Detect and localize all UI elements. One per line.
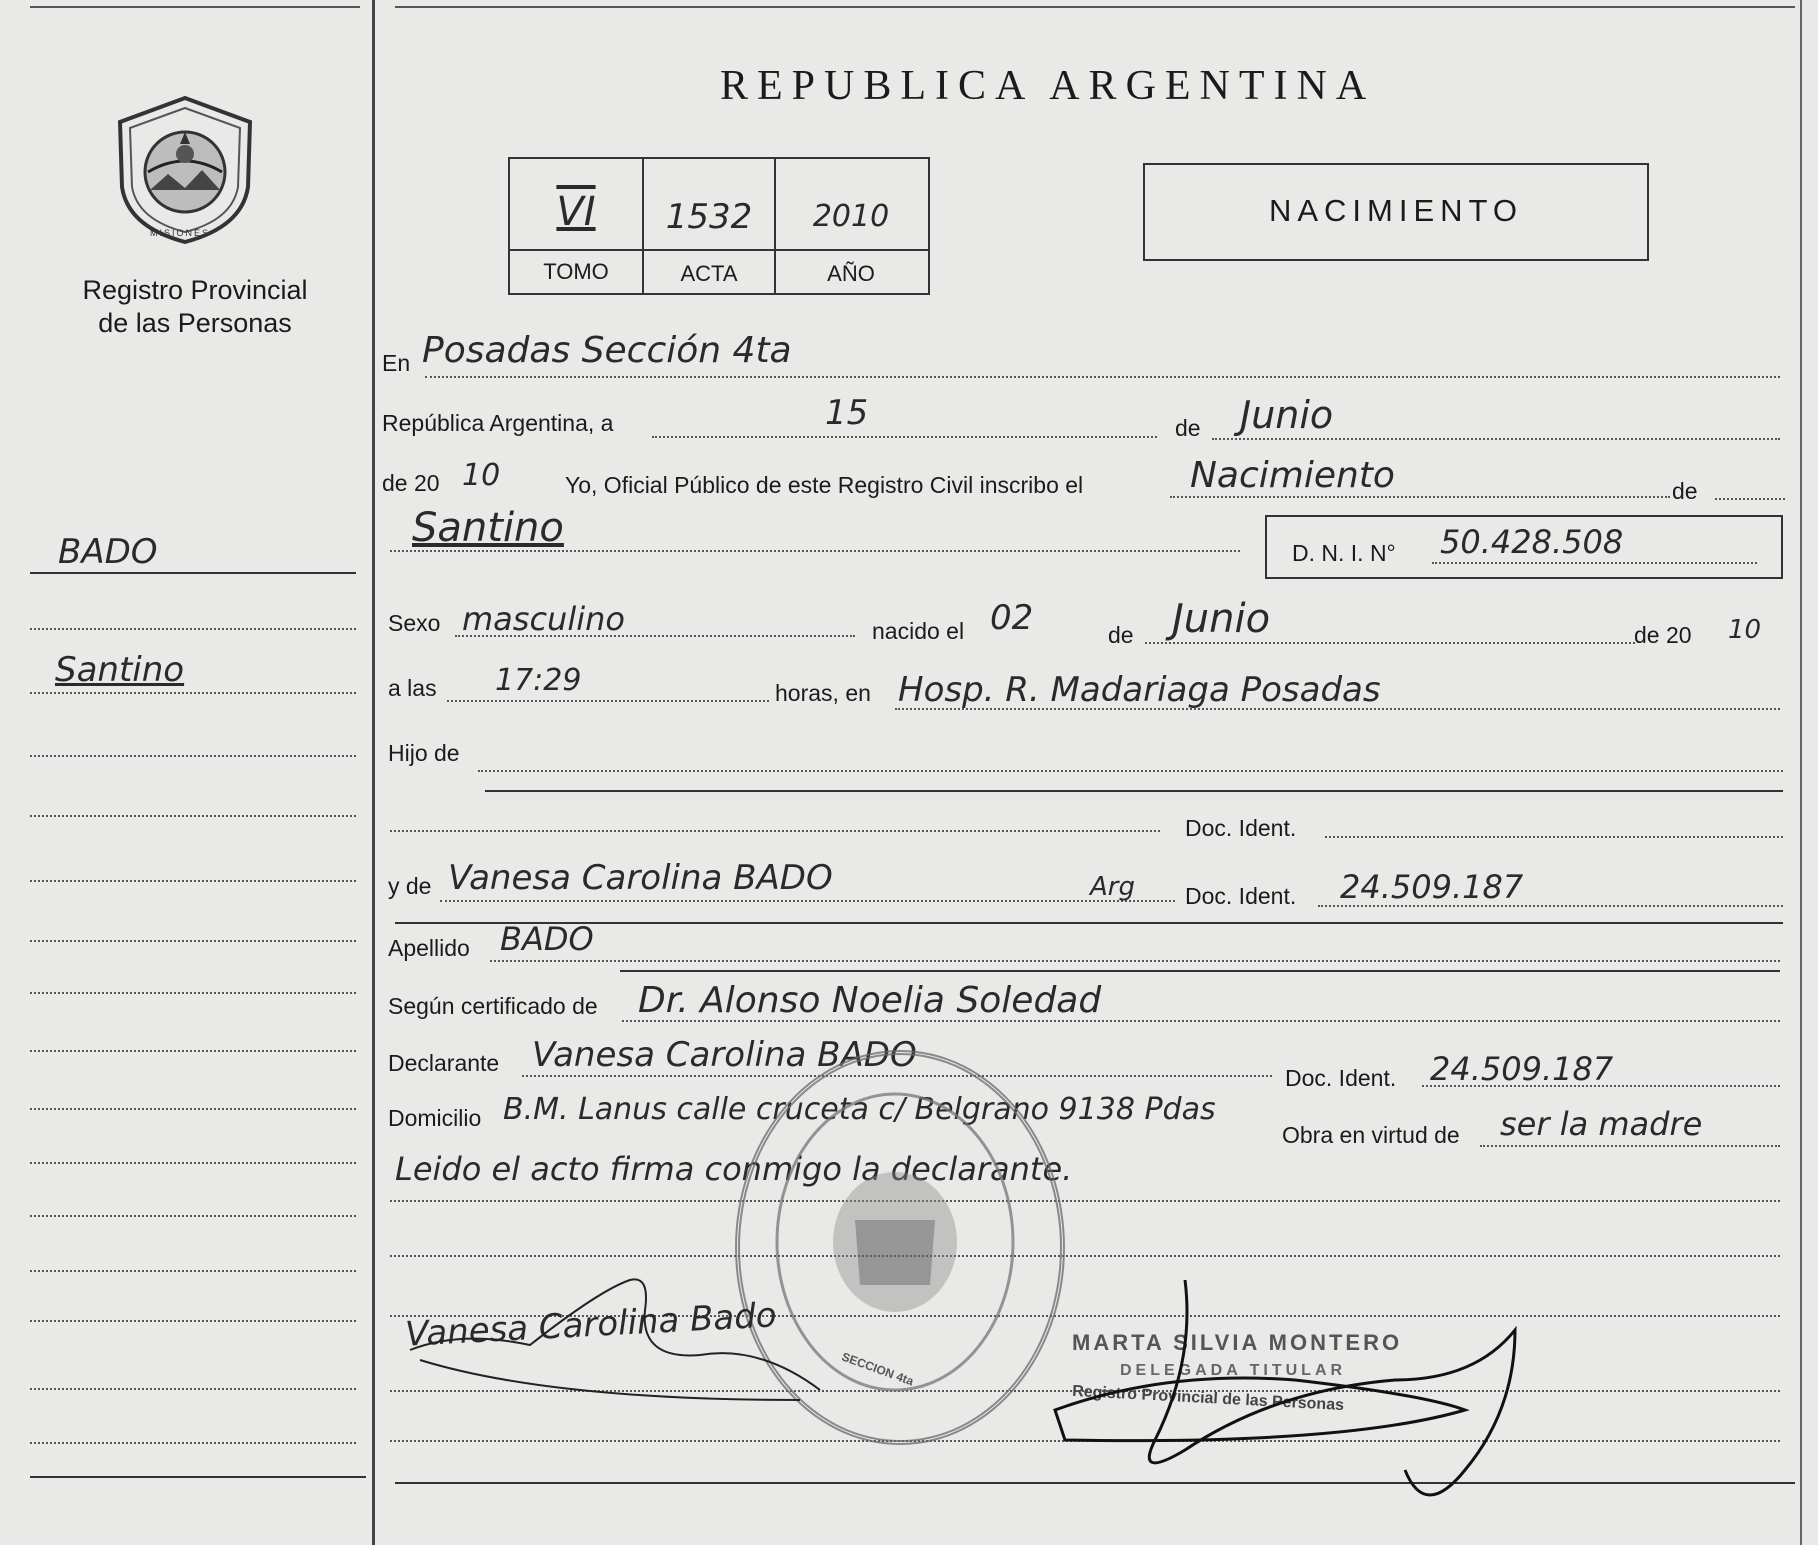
- mother-line: [440, 900, 1175, 902]
- doc-type-title: NACIMIENTO: [1268, 193, 1524, 228]
- dni-value: 50.428.508: [1440, 523, 1624, 561]
- anio-value: 2010: [812, 199, 890, 234]
- margin-rule-14: [30, 1320, 356, 1322]
- declarante-value: Vanesa Carolina BADO: [532, 1035, 917, 1075]
- closing-line: [390, 1200, 1780, 1202]
- de-label-1: de: [1175, 415, 1201, 441]
- hijo-line: [478, 770, 1783, 772]
- declarante-label: Declarante: [388, 1050, 500, 1076]
- closing-text: Leido el acto firma conmigo la declarante.: [395, 1150, 1073, 1188]
- tomo-label: TOMO: [543, 259, 609, 284]
- sexo-value: masculino: [462, 600, 625, 638]
- birth-month-line: [1145, 642, 1635, 644]
- doc-ident-label-2: Doc. Ident.: [1185, 883, 1297, 909]
- margin-surname: BADO: [58, 532, 158, 572]
- margin-rule-8: [30, 992, 356, 994]
- name-line: [390, 550, 1240, 552]
- cert-value: Dr. Alonso Noelia Soledad: [638, 980, 1102, 1021]
- segun-label: Según certificado de: [388, 993, 598, 1019]
- margin-rule-1: [30, 572, 356, 574]
- margin-rule-9: [30, 1050, 356, 1052]
- obra-label: Obra en virtud de: [1282, 1122, 1460, 1148]
- margin-rule-2: [30, 628, 356, 630]
- registry-name-line1: Registro Provincial: [82, 275, 308, 305]
- apellido-value: BADO: [500, 920, 594, 958]
- de-end-line: [1715, 498, 1785, 500]
- margin-rule-5: [30, 815, 356, 817]
- margin-rule-11: [30, 1162, 356, 1164]
- margin-rule-7: [30, 940, 356, 942]
- stub-divider: [372, 0, 375, 1545]
- year-suffix: 10: [462, 458, 501, 493]
- margin-rule-6: [30, 880, 356, 882]
- margin-rule-17: [30, 1476, 366, 1478]
- margin-rule-3: [30, 692, 356, 694]
- hijo-label: Hijo de: [388, 740, 460, 766]
- acta-label: ACTA: [680, 261, 738, 286]
- top-rule-stub: [30, 6, 360, 8]
- mother-line-2: [395, 922, 1783, 924]
- margin-name: Santino: [55, 650, 185, 690]
- top-rule-main: [395, 6, 1795, 8]
- time-line: [447, 700, 769, 702]
- stamp-section-text: SECCION 4ta: [839, 1349, 916, 1389]
- rep-label: República Argentina, a: [382, 410, 614, 436]
- yde-label: y de: [388, 873, 432, 899]
- domicilio-value: B.M. Lanus calle cruceta c/ Belgrano 9138 Pdas: [503, 1092, 1216, 1127]
- de20-label-2: de 20: [1634, 622, 1692, 648]
- tomo-value: VI: [556, 189, 596, 235]
- anio-label: AÑO: [827, 261, 875, 286]
- apellido-label: Apellido: [388, 935, 470, 961]
- father-doc-line: [1325, 836, 1783, 838]
- birth-month: Junio: [1172, 596, 1271, 642]
- de-end-label: de: [1672, 478, 1698, 504]
- officer-name: MARTA SILVIA MONTERO: [1072, 1330, 1403, 1355]
- month-line: [1212, 438, 1780, 440]
- margin-rule-16: [30, 1442, 356, 1444]
- mother-nationality: Arg: [1090, 872, 1135, 902]
- day-line: [652, 436, 1157, 438]
- registry-name-line2: de las Personas: [98, 308, 292, 338]
- domicilio-label: Domicilio: [388, 1105, 482, 1131]
- declarante-signature-stroke: [400, 1250, 840, 1430]
- dni-line: [1432, 562, 1757, 564]
- act-value: Nacimiento: [1190, 455, 1395, 496]
- officer-title: DELEGADA TITULAR: [1120, 1362, 1347, 1379]
- country-title: REPUBLICA ARGENTINA: [720, 63, 1376, 109]
- father-line: [390, 830, 1160, 832]
- yo-label: Yo, Oficial Público de este Registro Civil inscribo el: [565, 472, 1084, 498]
- officer-signature: [1045, 1270, 1545, 1530]
- act-line: [1170, 496, 1670, 498]
- seal-text-bottom: MISIONES: [150, 228, 211, 238]
- book-reference-box: [508, 157, 930, 295]
- right-border: [1800, 0, 1802, 1545]
- en-line: [425, 376, 1780, 378]
- sexo-label: Sexo: [388, 610, 441, 636]
- dni-label: D. N. I. N°: [1292, 540, 1396, 566]
- time-value: 17:29: [495, 663, 582, 698]
- hospital-value: Hosp. R. Madariaga Posadas: [898, 670, 1381, 710]
- obra-value: ser la madre: [1500, 1105, 1703, 1143]
- margin-rule-15: [30, 1388, 356, 1390]
- margin-rule-13: [30, 1270, 356, 1272]
- declarante-signature: Vanesa Carolina Bado: [404, 1295, 778, 1355]
- margin-rule-12: [30, 1215, 356, 1217]
- acta-value: 1532: [665, 197, 753, 237]
- child-name: Santino: [412, 505, 564, 551]
- book-hline: [510, 249, 928, 251]
- nacido-label: nacido el: [872, 618, 965, 644]
- apellido-line-2: [620, 970, 1780, 972]
- registry-seal: [110, 92, 260, 250]
- de-label-2: de: [1108, 622, 1134, 648]
- margin-rule-10: [30, 1108, 356, 1110]
- de20-label: de 20: [382, 470, 440, 496]
- day-value: 15: [825, 393, 869, 433]
- apellido-line: [490, 960, 1780, 962]
- mother-name: Vanesa Carolina BADO: [448, 858, 833, 898]
- officer-office: Registro Provincial de las Personas: [1071, 1382, 1345, 1415]
- mother-doc: 24.509.187: [1340, 868, 1524, 906]
- doc-ident-label-1: Doc. Ident.: [1185, 815, 1297, 841]
- month-value: Junio: [1240, 393, 1334, 437]
- birth-year-suffix: 10: [1728, 615, 1762, 645]
- horas-label: horas, en: [775, 680, 871, 706]
- doc-ident-label-3: Doc. Ident.: [1285, 1065, 1397, 1091]
- obra-line: [1480, 1145, 1780, 1147]
- hijo-line-2: [485, 790, 1783, 792]
- alas-label: a las: [388, 675, 437, 701]
- declarante-doc: 24.509.187: [1430, 1050, 1614, 1088]
- margin-rule-4: [30, 755, 356, 757]
- place-value: Posadas Sección 4ta: [422, 330, 792, 371]
- en-label: En: [382, 350, 411, 376]
- birth-day: 02: [990, 598, 1034, 638]
